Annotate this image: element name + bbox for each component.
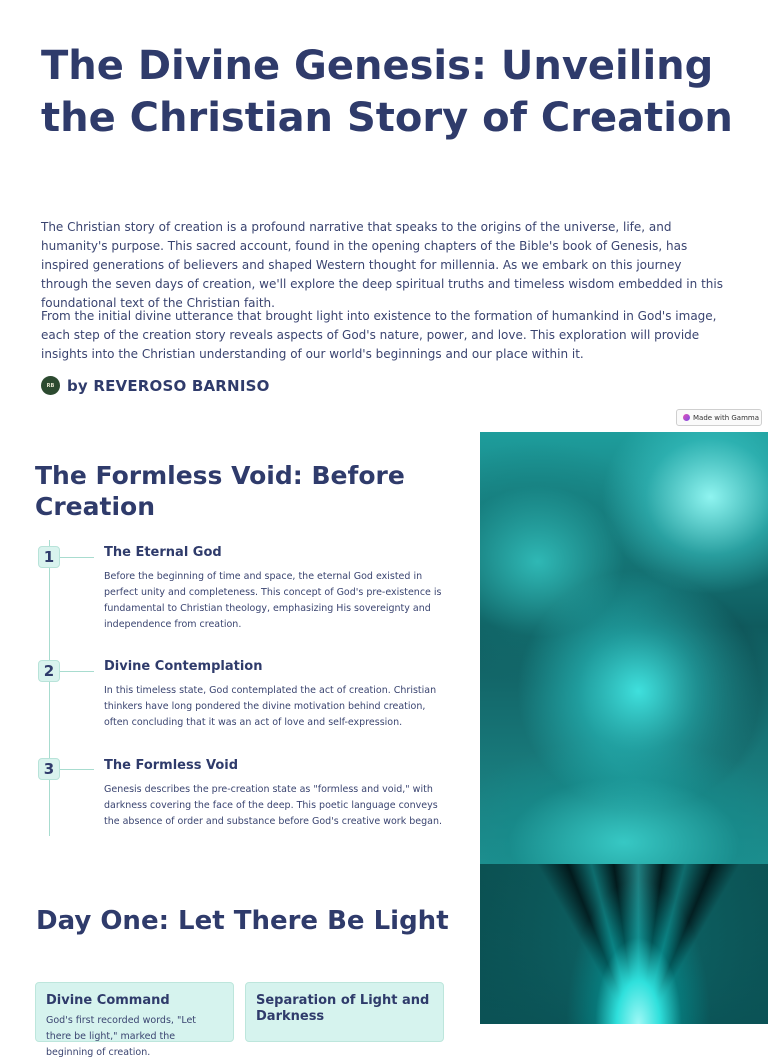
step-title: The Formless Void [104,758,239,773]
intro-paragraph-1: The Christian story of creation is a profound narrative that speaks to the origins of the universe, life, and humanity's purpose. This sacred account, found in the opening chapters of the Bible's book of Genesis, has inspired generations of believers and shaped Western thought for millennia. As we embark on this journey through the seven days of creation, we'll explore the deep spiritual truths and timeless wisdom embedded in this foundational text of the Christian faith. [41,220,723,310]
timeline-connector [60,557,94,558]
section-title-formless-void: The Formless Void: Before Creation [35,461,405,521]
timeline-connector [60,671,94,672]
step-number-badge: 2 [38,660,60,682]
author-name: by REVEROSO BARNISO [67,376,270,395]
section-title-day-one: Day One: Let There Be Light [36,906,449,936]
card-title: Separation of Light and Darkness [256,993,430,1024]
timeline-connector [60,769,94,770]
intro-paragraph-2: From the initial divine utterance that brought light into existence to the formation of humankind in God's image, each step of the creation story reveals aspects of God's nature, power, and love. This exploration will provide insights into the Christian understanding of our world's beginnings and our place within it. [41,309,717,361]
step-number-badge: 3 [38,758,60,780]
light-rays-image [480,864,768,1024]
info-card-divine-command [35,982,234,1058]
made-with-gamma-label: Made with Gamma [693,413,760,422]
step-body: Before the beginning of time and space, the eternal God existed in perfect unity and completeness. This concept of God's pre-existence is fundamental to Christian theology, emphasizing His sovereignty and independence from creation. [104,571,442,630]
page-title: The Divine Genesis: Unveiling the Christian Story of Creation [41,43,733,141]
step-title: Divine Contemplation [104,659,263,674]
avatar: RB [41,376,60,395]
timeline-line [49,540,50,836]
card-title: Divine Command [46,993,170,1008]
author-byline [41,376,270,395]
gamma-logo-icon [683,414,690,421]
step-body: Genesis describes the pre-creation state as "formless and void," with darkness covering the face of the deep. This poetic language conveys the absence of order and substance before God's creative work began. [104,784,442,827]
step-body: In this timeless state, God contemplated the act of creation. Christian thinkers have long pondered the divine motivation behind creation, often concluding that it was an act of love and self-expression. [104,685,437,728]
card-body: God's first recorded words, "Let there be light," marked the beginning of creation. [46,1015,197,1058]
teal-clouds-image [480,432,768,864]
info-card-separation [245,982,444,1042]
made-with-gamma-button[interactable] [676,409,762,426]
step-title: The Eternal God [104,545,222,560]
step-number-badge: 1 [38,546,60,568]
